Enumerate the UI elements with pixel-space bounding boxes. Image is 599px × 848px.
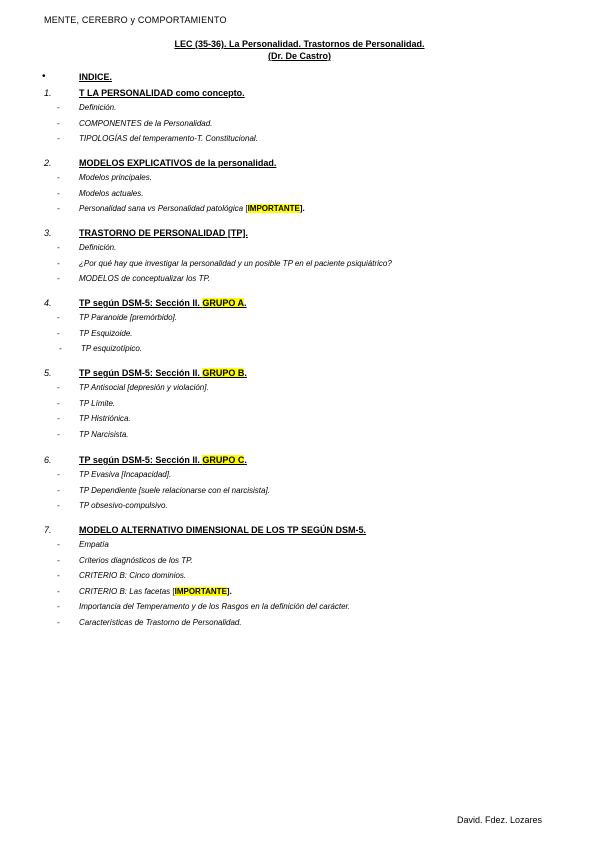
section-title bbox=[79, 455, 247, 465]
list-item-label: Modelos actuales. bbox=[79, 188, 144, 198]
list-item-text bbox=[79, 587, 232, 596]
index-section bbox=[0, 298, 599, 360]
list-item bbox=[0, 134, 599, 150]
section-title-text: MODELOS EXPLICATIVOS de la personalidad. bbox=[79, 158, 277, 168]
dash-bullet-icon: - bbox=[57, 540, 60, 549]
dash-bullet-icon: - bbox=[57, 571, 60, 581]
section-heading bbox=[0, 455, 599, 470]
section-title bbox=[79, 158, 276, 168]
section-heading bbox=[0, 368, 599, 383]
index-section bbox=[0, 368, 599, 445]
dash-bullet-icon: - bbox=[57, 134, 60, 144]
dash-bullet-icon: - bbox=[57, 383, 60, 392]
list-item bbox=[0, 399, 599, 415]
list-item-label: TP Narcisista. bbox=[79, 429, 129, 439]
list-item bbox=[0, 344, 599, 360]
list-item-text bbox=[79, 618, 242, 627]
list-item-text bbox=[79, 470, 171, 479]
dash-bullet-icon: - bbox=[57, 204, 60, 214]
section-heading bbox=[0, 158, 599, 173]
list-item-label: Personalidad sana vs Personalidad patológica bbox=[79, 204, 244, 214]
list-item bbox=[0, 274, 599, 290]
section-title-text: TRASTORNO DE PERSONALIDAD [TP]. bbox=[79, 228, 248, 238]
list-item-text bbox=[79, 134, 258, 143]
dash-bullet-icon: - bbox=[59, 344, 62, 354]
dash-bullet-icon: - bbox=[57, 602, 60, 612]
section-title bbox=[79, 525, 366, 535]
bracket-open: [ bbox=[245, 204, 248, 214]
list-item-label: TP Evasiva [Incapacidad]. bbox=[79, 470, 172, 479]
list-item bbox=[0, 173, 599, 189]
section-heading bbox=[0, 298, 599, 313]
list-item bbox=[0, 556, 599, 572]
list-item-label: TP obsesivo-compulsivo. bbox=[79, 501, 168, 511]
important-highlight: IMPORTANTE bbox=[247, 204, 300, 214]
list-item bbox=[0, 470, 599, 486]
list-item-label: TP Antisocial [depresión y violación]. bbox=[79, 383, 209, 392]
list-item-text bbox=[81, 344, 142, 353]
index-section bbox=[0, 88, 599, 150]
list-item-text bbox=[79, 414, 131, 423]
index-label: INDICE. bbox=[79, 72, 113, 82]
section-title-text: T LA PERSONALIDAD como concepto. bbox=[79, 88, 245, 98]
list-item bbox=[0, 414, 599, 430]
lecturer-name: (Dr. De Castro) bbox=[268, 51, 332, 61]
section-heading bbox=[0, 88, 599, 103]
list-item bbox=[0, 501, 599, 517]
section-heading bbox=[0, 525, 599, 540]
list-item bbox=[0, 119, 599, 135]
section-title bbox=[79, 298, 247, 308]
list-item-label: COMPONENTES de la Personalidad. bbox=[79, 118, 213, 128]
list-item-text bbox=[79, 189, 143, 198]
important-highlight: IMPORTANTE bbox=[174, 586, 227, 596]
dash-bullet-icon: - bbox=[57, 313, 60, 322]
list-item-label: CRITERIO B: Cinco dominios. bbox=[79, 571, 187, 581]
list-item-label: CRITERIO B: Las facetas bbox=[79, 586, 171, 596]
section-title bbox=[79, 228, 248, 238]
bracket-close: ]. bbox=[226, 586, 232, 596]
list-item-text bbox=[79, 571, 186, 580]
section-number: 6. bbox=[44, 455, 52, 465]
list-item bbox=[0, 486, 599, 502]
dash-bullet-icon: - bbox=[57, 470, 60, 479]
section-number: 7. bbox=[44, 525, 52, 535]
dash-bullet-icon: - bbox=[57, 429, 60, 439]
section-number: 4. bbox=[44, 298, 52, 308]
list-item-text bbox=[79, 540, 109, 549]
list-item-label: TP esquizotípico. bbox=[81, 344, 143, 354]
list-item bbox=[0, 383, 599, 399]
dash-bullet-icon: - bbox=[57, 586, 60, 596]
list-item bbox=[0, 189, 599, 205]
list-item-label: ¿Por qué hay que investigar la personalidad y un posible TP en el paciente psiquiátrico? bbox=[79, 258, 392, 268]
section-number: 3. bbox=[44, 228, 52, 238]
list-item bbox=[0, 540, 599, 556]
section-number: 1. bbox=[44, 88, 52, 98]
list-item-text bbox=[79, 119, 212, 128]
list-item bbox=[0, 103, 599, 119]
dash-bullet-icon: - bbox=[57, 328, 60, 338]
list-item-label: Importancia del Temperamento y de los Rasgos en la definición del carácter. bbox=[79, 602, 351, 612]
list-item-label: TP Histriónica. bbox=[79, 414, 131, 424]
group-highlight: GRUPO C bbox=[202, 455, 245, 465]
list-item-text bbox=[79, 204, 305, 213]
list-item bbox=[0, 430, 599, 446]
dash-bullet-icon: - bbox=[57, 555, 60, 565]
list-item-text bbox=[79, 274, 210, 283]
section-heading bbox=[0, 228, 599, 243]
group-highlight: GRUPO A bbox=[202, 298, 245, 308]
list-item bbox=[0, 329, 599, 345]
index-section bbox=[0, 525, 599, 634]
lecture-title-line: LEC (35-36). La Personalidad. Trastornos de Personalidad. bbox=[174, 39, 425, 49]
list-item-label: Características de Trastorno de Personalidad. bbox=[79, 617, 242, 627]
course-header: MENTE, CEREBRO y COMPORTAMIENTO bbox=[44, 15, 227, 25]
list-item bbox=[0, 618, 599, 634]
list-item-text bbox=[79, 399, 115, 408]
list-item-text bbox=[79, 602, 350, 611]
list-item-label: Criterios diagnósticos de los TP. bbox=[79, 555, 193, 565]
dash-bullet-icon: - bbox=[57, 173, 60, 182]
list-item-label: Definición. bbox=[79, 103, 117, 112]
section-title-suffix: . bbox=[244, 455, 247, 465]
author-signature: David. Fdez. Lozares bbox=[457, 815, 543, 825]
dash-bullet-icon: - bbox=[57, 398, 60, 408]
list-item-text bbox=[79, 259, 392, 268]
lecture-title bbox=[0, 38, 599, 50]
dash-bullet-icon: - bbox=[57, 188, 60, 198]
list-item bbox=[0, 243, 599, 259]
dash-bullet-icon: - bbox=[57, 243, 60, 252]
dash-bullet-icon: - bbox=[57, 118, 60, 128]
dash-bullet-icon: - bbox=[57, 258, 60, 268]
list-item-label: TP Límite. bbox=[79, 398, 116, 408]
index-heading bbox=[0, 72, 599, 84]
section-title bbox=[79, 88, 245, 98]
section-title-text: TP según DSM-5: Sección II. bbox=[79, 298, 200, 308]
list-item-text bbox=[79, 313, 177, 322]
list-item-text bbox=[79, 103, 116, 112]
list-item-label: TIPOLOGÍAS del temperamento-T. Constitucional. bbox=[79, 134, 258, 144]
section-number: 2. bbox=[44, 158, 52, 168]
group-highlight: GRUPO B bbox=[202, 368, 245, 378]
list-item-text bbox=[79, 501, 168, 510]
section-title-suffix: . bbox=[244, 298, 247, 308]
dash-bullet-icon: - bbox=[57, 414, 60, 424]
dash-bullet-icon: - bbox=[57, 274, 60, 284]
index-section bbox=[0, 158, 599, 220]
section-title-text: TP según DSM-5: Sección II. bbox=[79, 368, 200, 378]
list-item-text bbox=[79, 383, 209, 392]
dash-bullet-icon: - bbox=[57, 617, 60, 627]
list-item-text bbox=[79, 329, 133, 338]
list-item bbox=[0, 313, 599, 329]
list-item-label: TP Dependiente [suele relacionarse con el narcisista]. bbox=[79, 485, 270, 495]
index-section bbox=[0, 228, 599, 290]
section-title-suffix: . bbox=[244, 368, 247, 378]
list-item-label: TP Esquizoide. bbox=[79, 328, 133, 338]
bullet-icon: • bbox=[42, 71, 46, 82]
list-item bbox=[0, 571, 599, 587]
list-item-label: MODELOS de conceptualizar los TP. bbox=[79, 274, 211, 284]
section-number: 5. bbox=[44, 368, 52, 378]
section-title-text: TP según DSM-5: Sección II. bbox=[79, 455, 200, 465]
list-item-label: Definición. bbox=[79, 243, 117, 252]
list-item bbox=[0, 259, 599, 275]
dash-bullet-icon: - bbox=[57, 501, 60, 511]
section-title bbox=[79, 368, 247, 378]
list-item-text bbox=[79, 556, 193, 565]
list-item-text bbox=[79, 243, 116, 252]
dash-bullet-icon: - bbox=[57, 103, 60, 112]
bracket-open: [ bbox=[172, 586, 175, 596]
list-item bbox=[0, 204, 599, 220]
bracket-close: ]. bbox=[299, 204, 305, 214]
list-item-label: Empatía bbox=[79, 540, 109, 549]
dash-bullet-icon: - bbox=[57, 485, 60, 495]
list-item-label: TP Paranoide [premórbido]. bbox=[79, 313, 177, 322]
list-item-text bbox=[79, 430, 129, 439]
list-item-text bbox=[79, 173, 152, 182]
list-item bbox=[0, 602, 599, 618]
index-section bbox=[0, 455, 599, 517]
list-item bbox=[0, 587, 599, 603]
list-item-text bbox=[79, 486, 270, 495]
section-title-text: MODELO ALTERNATIVO DIMENSIONAL DE LOS TP SEGÚN DSM-5. bbox=[79, 525, 367, 535]
list-item-label: Modelos principales. bbox=[79, 173, 152, 182]
